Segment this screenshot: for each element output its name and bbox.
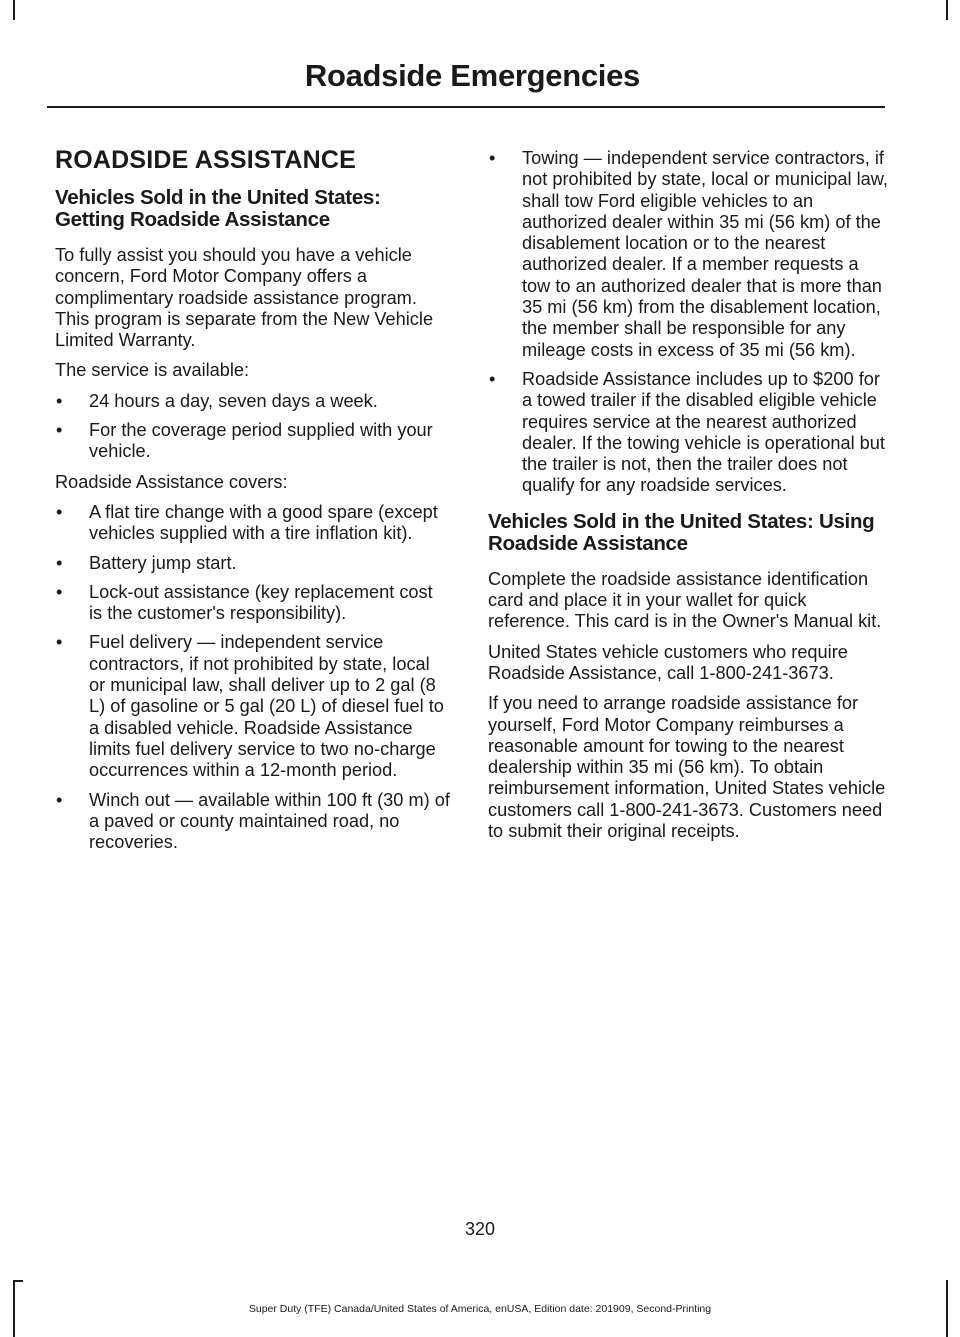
towing-list <box>488 148 888 497</box>
bullet: • <box>56 390 63 411</box>
list-item: • Battery jump start. <box>56 552 237 573</box>
list-item: • 24 hours a day, seven days a week. <box>56 390 378 411</box>
intro-paragraph: To fully assist you should you have a vehicle concern, Ford Motor Company offers a complimentary roadside assistance program. This program is separate from the New Vehicle Limited Warranty. <box>55 245 434 351</box>
paragraph-reimbursement: If you need to arrange roadside assistance for yourself, Ford Motor Company reimburses a reasonable amount for towing to the nearest dealership within 35 mi (56 km). To obtain reimbursement information, United States vehicle customers call 1-800-241-3673. Customers need to submit their original receipts. <box>488 693 886 842</box>
paragraph-id-card: Complete the roadside assistance identification card and place it in your wallet for quick reference. This card is in the Owner's Manual kit. <box>488 568 882 632</box>
bullet: • <box>56 789 63 810</box>
list-item: • Lock-out assistance (key replacement cost is the customer's responsibility). <box>56 581 433 624</box>
crop-mark-top-left <box>13 0 15 20</box>
bullet: • <box>56 581 63 602</box>
list-item: • Roadside Assistance includes up to $200 for a towed trailer if the disabled eligible vehicle requires service at the nearest authorized dealer. If the towing vehicle is operational but the trailer is not, then the trailer does not qualify for any roadside services. <box>489 368 885 496</box>
right-column <box>488 148 888 851</box>
list-item: • Towing — independent service contractors, if not prohibited by state, local or municipal law, shall tow Ford eligible vehicles to an authorized dealer within 35 mi (56 km) of the disablement location or to the nearest authorized dealer. If a member requests a tow to an authorized dealer that is more than 35 mi (56 km) from the disablement location, the member shall be responsible for any mileage costs in excess of 35 mi (56 km). <box>489 148 888 360</box>
list-item: • Winch out — available within 100 ft (30 m) of a paved or county maintained road, no recoveries. <box>56 789 450 853</box>
page-number: 320 <box>464 1219 496 1239</box>
footer-text: Super Duty (TFE) Canada/United States of America, enUSA, Edition date: 201909, Second-Printing <box>248 1303 712 1315</box>
covers-label: Roadside Assistance covers: <box>55 471 288 492</box>
subheading-getting-assistance: Vehicles Sold in the United States: Getting Roadside Assistance <box>55 186 381 231</box>
available-label: The service is available: <box>55 360 250 381</box>
bullet: • <box>56 501 63 522</box>
left-column <box>55 145 450 862</box>
list-item: • Fuel delivery — independent service contractors, if not prohibited by state, local or municipal law, shall deliver up to 2 gal (8 L) of gasoline or 5 gal (20 L) of diesel fuel to a disabled vehicle. Roadside Assistance limits fuel delivery service to two no-charge occurrences within a 12-month period. <box>56 632 444 781</box>
bullet: • <box>489 148 496 168</box>
crop-mark-top-right <box>946 0 948 20</box>
list-item: • A flat tire change with a good spare (except vehicles supplied with a tire inflation kit). <box>56 501 438 544</box>
subheading-using-assistance: Vehicles Sold in the United States: Using Roadside Assistance <box>488 509 875 555</box>
bullet: • <box>56 552 63 573</box>
page-title: Roadside Emergencies <box>304 58 640 93</box>
crop-mark-bottom-left-h <box>13 1280 23 1282</box>
covers-list <box>55 502 450 853</box>
bullet: • <box>56 420 63 441</box>
paragraph-call: United States vehicle customers who require Roadside Assistance, call 1-800-241-3673. <box>488 641 848 683</box>
bullet: • <box>489 368 496 389</box>
header-rule <box>47 106 885 108</box>
section-title: ROADSIDE ASSISTANCE <box>55 146 357 174</box>
available-list <box>55 391 450 463</box>
list-item: • For the coverage period supplied with your vehicle. <box>56 420 433 462</box>
bullet: • <box>56 632 63 653</box>
